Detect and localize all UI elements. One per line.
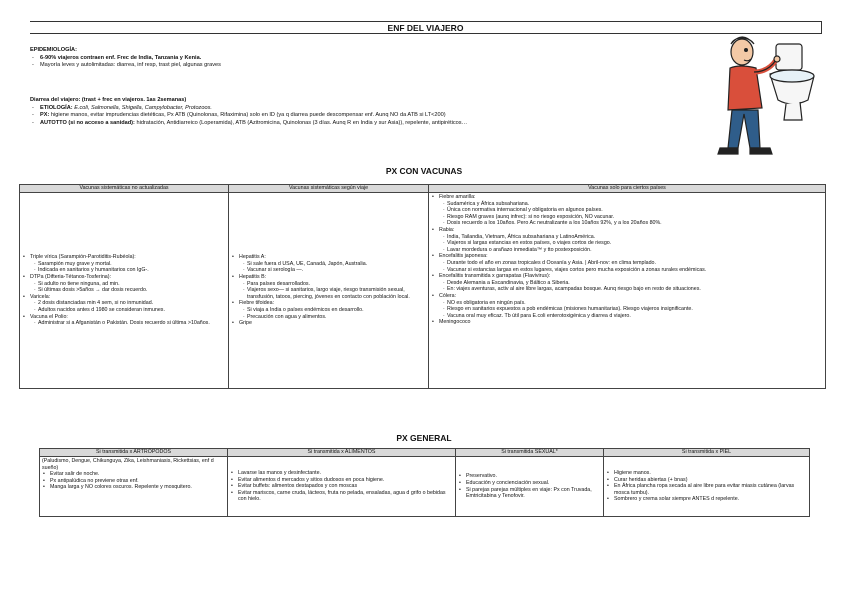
general-header: Si transmitida x ARTRÓPODOS	[40, 449, 228, 457]
vaccines-header-row	[20, 185, 826, 193]
general-item: • Lavarse las manos y desinfectante.	[230, 470, 453, 477]
vaccine-detail: · Riesgo RAM graves (aunq infrec): si no riesgo exposición, NO vacunar.	[443, 214, 823, 221]
vaccine-item: • Encefalitis japonesa: · Durante todo el año en zonas tropicales d Oceanía y Asia. | Abril-nov: en clima templado. · Vacunar si estancias largas en estos lugares, viajes cortos pero mucha exposición a zonas rurales endémicas.	[431, 253, 823, 273]
diarrhea-item-autotto: - AUTOTTO (si no acceso a sanidad): hidratación, Antidiarreico (Loperamida), ATB (Azitromicina, Quinolonas (3 días. Aunq R en India y sur Asia)), repelente, antipiréticos…	[30, 120, 698, 128]
general-col-food	[228, 457, 456, 517]
vaccines-header: Vacunas sistemáticas según viaje	[229, 185, 429, 193]
general-item: • Sombrero y crema solar siempre ANTES d repelente.	[606, 496, 807, 503]
vaccine-detail: · Adultos nacidos antes d 1980 se consideran inmunes.	[34, 307, 226, 314]
vaccine-item: • Triple vírica (Sarampión-Parotiditis-Rubéola): · Sarampión muy grave y mortal. · Indicada en sanitarios y humanitarios con IgG-.	[22, 254, 226, 274]
vaccine-detail: · Durante todo el año en zonas tropicales d Oceanía y Asia. | Abril-nov: en clima templado.	[443, 260, 823, 267]
diarrhea-heading: Diarrea del viajero: (trast + frec en viajeros. 1as 2semanas)	[30, 97, 187, 103]
vaccine-detail: · NO es obligatoria en ningún país.	[443, 300, 823, 307]
vaccines-col-countries	[429, 193, 826, 389]
epidemiology-section	[30, 47, 690, 70]
diarrhea-section	[30, 97, 698, 127]
vaccines-title: PX CON VACUNAS	[385, 166, 463, 176]
vaccines-col-systematic	[20, 193, 229, 389]
general-item: • En África plancha ropa secada al aire libre para evitar miasis cutánea (larvas mosca tumbu).	[606, 483, 807, 496]
vaccine-detail: · Administrar si a Afganistán o Pakistán. Dosis recuerdo si última >10años.	[34, 320, 226, 327]
general-title: PX GENERAL	[396, 433, 452, 443]
general-item: • Preservativo.	[458, 473, 601, 480]
general-item: • Evitar mariscos, carne cruda, lácteos, fruta no pelada, ensaladas, agua d grifo o bebidas con hielo.	[230, 490, 453, 503]
general-item: • Educación y concienciación sexual.	[458, 480, 601, 487]
vaccine-detail: · Vacuna oral muy eficaz. Tb útil para E.coli enterotoxigénica y diarrea d viajero.	[443, 313, 823, 320]
vaccine-detail: · Riesgo en sanitarios expuestos a pob endémicas (misiones humanitarias). Riesgo viajeros insignificante.	[443, 306, 823, 313]
general-header: Si transmitida x ALIMENTOS	[228, 449, 456, 457]
vaccine-item: • DTPa (Difteria-Tétanos-Tosferina): · Si adulto no tiene ninguna, ad min. · Si últimas dosis >5años → dar dosis recuerdo.	[22, 274, 226, 294]
vaccine-detail: · India, Tailandia, Vietnam, África subsahariana y LatinoAmérica.	[443, 234, 823, 241]
general-table	[39, 448, 810, 517]
vaccine-detail: · Viajeros si largas estancias en estos países, o viajes cortos de riesgo.	[443, 240, 823, 247]
general-item: • Evitar buffets: alimentos destapados y con moscas	[230, 483, 453, 490]
epidemiology-item: - Mayoría leves y autolimitadas: diarrea, inf resp, trast piel, algunas graves	[30, 62, 690, 70]
general-body-row	[40, 457, 810, 517]
vaccines-table	[19, 184, 826, 389]
general-item: • Higiene manos.	[606, 470, 807, 477]
general-item: • Si parejas parejas múltiples en viaje: Px con Truvada, Emtricitabina y Tenofovir.	[458, 487, 601, 500]
general-header: Si transmitida x PIEL	[604, 449, 810, 457]
vaccine-detail: · Indicada en sanitarios y humanitarios con IgG-.	[34, 267, 226, 274]
vaccine-detail: · 2 dosis distanciadas min 4 sem, si no inmunidad.	[34, 300, 226, 307]
vaccine-item: • Meningococo	[431, 319, 823, 326]
arthropods-intro: (Paludismo, Dengue, Chikunguya, Zika, Leishmaniasis, Rickettsias, enf d sueño)	[42, 458, 214, 471]
vaccine-detail: · Dosis recuerdo a los 10años. Pero Ac neutralizante a los 10años 92%, y a los 20años 80%.	[443, 220, 823, 227]
vaccines-body-row	[20, 193, 826, 389]
general-header: Si transmitida SEXUAL*	[456, 449, 604, 457]
vaccine-detail: · Si últimas dosis >5años → dar dosis recuerdo.	[34, 287, 226, 294]
vaccine-item: • Hepatitis B: · Para países desarrollados. · Viajeros sexo— si sanitarios, largo viaje, riesgo transmisión sexual, transfusión, tatoos, piercing, jóvenes en contacto con población local.	[231, 274, 426, 300]
vaccine-item: • Vacuna el Polio: · Administrar si a Afganistán o Pakistán. Dosis recuerdo si última >10años.	[22, 314, 226, 327]
vaccine-item: • Rabia: · India, Tailandia, Vietnam, África subsahariana y LatinoAmérica. · Viajeros si largas estancias en estos países, o viajes cortos de riesgo. · Lavar mordedura o arañazo inmediata™ y tto postexposición.	[431, 227, 823, 253]
vaccine-detail: · Viajeros sexo— si sanitarios, largo viaje, riesgo transmisión sexual, transfusión, tatoos, piercing, jóvenes en contacto con población local.	[243, 287, 426, 300]
epidemiology-item: - 6-90% viajeros contraen enf. Frec de India, Tanzania y Kenia.	[30, 55, 690, 63]
general-col-arthropods	[40, 457, 228, 517]
traveler-illustration	[704, 16, 822, 174]
vaccine-detail: · Si adulto no tiene ninguna, ad min.	[34, 281, 226, 288]
vaccine-item: • Hepatitis A: · Si sale fuera d USA, UE, Canadá, Japón, Australia. · Vacunar si serología —.	[231, 254, 426, 274]
page-title: ENF DEL VIAJERO	[387, 23, 464, 33]
vaccines-header: Vacunas solo para ciertos países	[429, 185, 826, 193]
general-item: • Evitar alimentos d mercados y sitios dudosos en poca higiene.	[230, 477, 453, 484]
diarrhea-item-etiology: - ETIOLOGÍA: E.coli, Salmonella, Shigella, Campylobacter, Protozoos.	[30, 105, 698, 113]
vaccine-detail: · Si sale fuera d USA, UE, Canadá, Japón, Australia.	[243, 261, 426, 268]
general-item: • Evitar salir de noche.	[42, 471, 225, 478]
vaccine-item: • Encefalitis transmitida x garrapatas (Flavivirus): · Desde Alemania a Escandinavia, y Báltico a Siberia. · En: viajes aventuras, activ al aire libre largas, acampadas bosque. Aunq riesgo bajo en resto de situaciones.	[431, 273, 823, 293]
vaccine-detail: · Sudamérica y África subsahariana.	[443, 201, 823, 208]
vaccine-item: • Fiebre amarilla: · Sudamérica y África subsahariana. · Única con normativa internacional y obligatoria en algunos países. · Riesgo RAM graves (aunq infrec): si no riesgo exposición, NO vacunar. · Dosis recuerdo a los 10años. Pero Ac neutralizante a los 10años 92%, y a los 20años 80%.	[431, 194, 823, 227]
vaccines-col-trip	[229, 193, 429, 389]
vaccine-detail: · Lavar mordedura o arañazo inmediata™ y tto postexposición.	[443, 247, 823, 254]
vaccine-detail: · Vacunar si estancias largas en estos lugares, viajes cortos pero mucha exposición a zonas rurales endémicas.	[443, 267, 823, 274]
general-item: • Curar heridas abiertas (+ bnas)	[606, 477, 807, 484]
vaccine-detail: · Vacunar si serología —.	[243, 267, 426, 274]
vaccine-detail: · Precaución con agua y alimentos.	[243, 314, 426, 321]
vaccine-detail: · Desde Alemania a Escandinavia, y Báltico a Siberia.	[443, 280, 823, 287]
epidemiology-heading: EPIDEMIOLOGÍA:	[30, 47, 77, 53]
vaccine-detail: · En: viajes aventuras, activ al aire libre largas, acampadas bosque. Aunq riesgo bajo en resto de situaciones.	[443, 286, 823, 293]
vaccine-item: • Cólera: · NO es obligatoria en ningún país. · Riesgo en sanitarios expuestos a pob endémicas (misiones humanitarias). Riesgo viajeros insignificante. · Vacuna oral muy eficaz. Tb útil para E.coli enterotoxigénica y diarrea d viajero.	[431, 293, 823, 319]
general-item: • Manga larga y NO colores oscuros. Repelente y mosquitero.	[42, 484, 225, 491]
vaccine-item: • Gripe	[231, 320, 426, 327]
general-item: • Px antipalúdica no previene otras enf.	[42, 478, 225, 485]
vaccine-item: • Varicela: · 2 dosis distanciadas min 4 sem, si no inmunidad. · Adultos nacidos antes d 1980 se consideran inmunes.	[22, 294, 226, 314]
vaccine-detail: · Sarampión muy grave y mortal.	[34, 261, 226, 268]
vaccine-detail: · Para países desarrollados.	[243, 281, 426, 288]
vaccine-detail: · Si viaja a India o países endémicos en desarrollo.	[243, 307, 426, 314]
general-col-sexual	[456, 457, 604, 517]
vaccine-item: • Fiebre tifoidea: · Si viaja a India o países endémicos en desarrollo. · Precaución con agua y alimentos.	[231, 300, 426, 320]
vaccine-detail: · Única con normativa internacional y obligatoria en algunos países.	[443, 207, 823, 214]
general-col-skin	[604, 457, 810, 517]
vaccines-header: Vacunas sistemáticas no actualizadas	[20, 185, 229, 193]
diarrhea-item-px: - PX: higiene manos, evitar imprudencias dietéticas, Px ATB (Quinolonas, Rifaximina) solo en ID (ya q diarrea puede descompensar enf. Aunq NO da ATB si LT<200)	[30, 112, 698, 120]
general-header-row	[40, 449, 810, 457]
